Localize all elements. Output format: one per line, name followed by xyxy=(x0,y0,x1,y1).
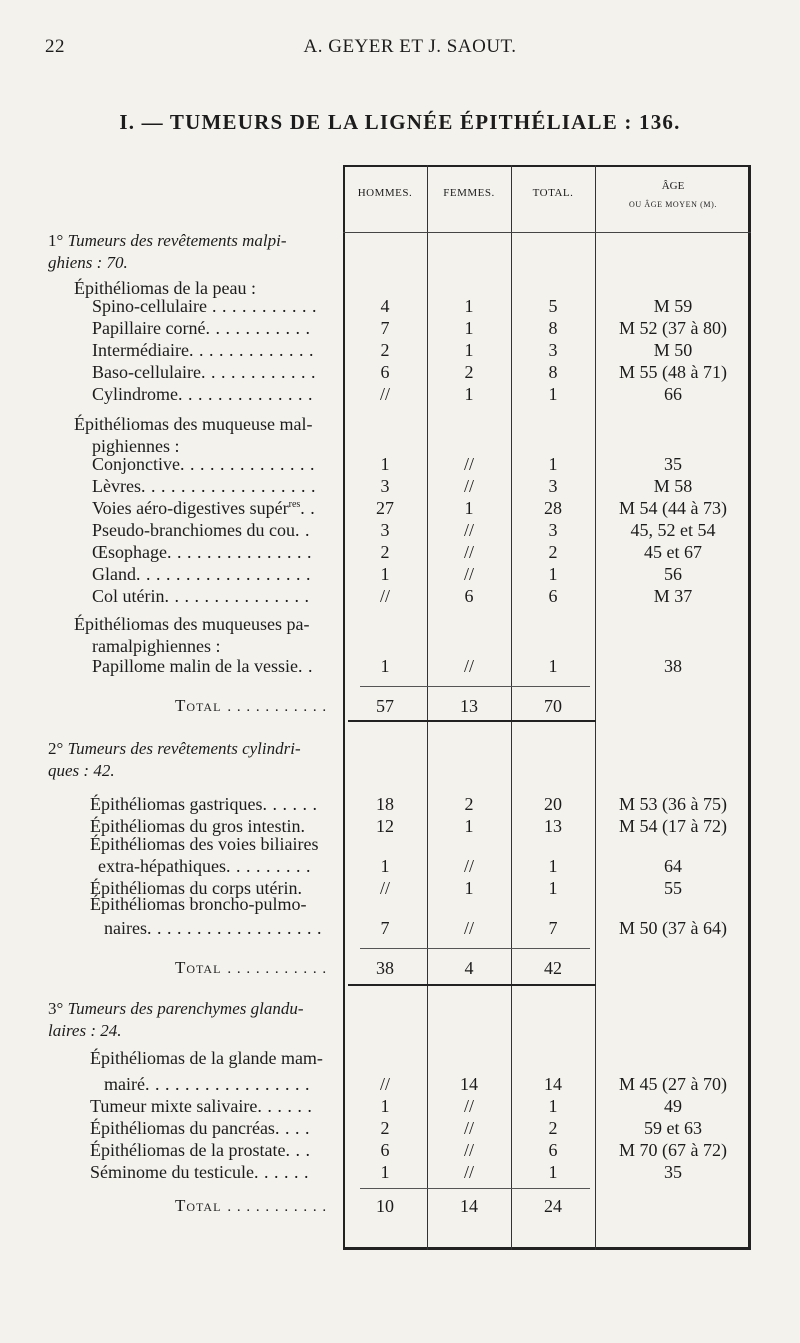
cell-age: 49 xyxy=(664,1096,682,1116)
cell-femmes: 1 xyxy=(464,296,474,316)
row-label xyxy=(104,1074,310,1095)
column-header-femmes: FEMMES. xyxy=(443,187,495,199)
group-number: 1° xyxy=(48,231,64,250)
row-label xyxy=(92,362,316,383)
cell-age: M 54 (17 à 72) xyxy=(619,816,727,836)
sum-rule xyxy=(360,686,590,687)
row-label-text: Tumeur mixte salivaire xyxy=(90,1096,258,1116)
cell-hommes: 1 xyxy=(380,1162,390,1182)
cell-age: 55 xyxy=(664,878,682,898)
row-label xyxy=(104,918,322,939)
leader-dots: . xyxy=(297,878,303,898)
sum-rule xyxy=(348,984,596,986)
row-label xyxy=(92,454,315,475)
row-label-text: Conjonctive xyxy=(92,454,180,474)
row-label-text: Gland xyxy=(92,564,136,584)
total-hommes: 38 xyxy=(376,958,394,978)
cell-total: 1 xyxy=(548,384,558,404)
subheading: Épithéliomas des muqueuses pa- xyxy=(74,614,310,634)
row-label xyxy=(92,318,310,339)
row-label-text: Séminome du testicule xyxy=(90,1162,254,1182)
sum-rule xyxy=(348,720,596,722)
cell-age: 59 et 63 xyxy=(644,1118,702,1138)
cell-total: 6 xyxy=(548,1140,558,1160)
cell-hommes: 3 xyxy=(380,476,390,496)
row-label: Épithéliomas des voies biliaires xyxy=(90,834,319,854)
row-label xyxy=(92,384,313,405)
cell-femmes: 1 xyxy=(464,318,474,338)
cell-age: 56 xyxy=(664,564,682,584)
leader-dots: . . . . . . . . . . . xyxy=(227,699,328,715)
row-label xyxy=(90,1162,309,1183)
subheading: pighiennes : xyxy=(92,436,180,456)
leader-dots: . . . . . . xyxy=(253,1162,309,1182)
cell-hommes: 2 xyxy=(380,542,390,562)
cell-femmes: // xyxy=(463,564,474,584)
cell-total: 13 xyxy=(544,816,562,836)
cell-age: M 50 (37 à 64) xyxy=(619,918,727,938)
cell-total: 7 xyxy=(548,918,558,938)
cell-femmes: // xyxy=(463,520,474,540)
cell-age: M 58 xyxy=(653,476,693,496)
cell-hommes: 1 xyxy=(380,1096,390,1116)
leader-dots: . . . . . . . . . . . . . . . . . . xyxy=(140,476,316,496)
total-label-text: Total xyxy=(175,696,222,715)
sum-rule xyxy=(360,1188,590,1189)
cell-hommes: 1 xyxy=(380,564,390,584)
total-total: 24 xyxy=(544,1196,562,1216)
cell-age: 64 xyxy=(664,856,682,876)
cell-hommes: 3 xyxy=(380,520,390,540)
row-label xyxy=(92,564,311,585)
leader-dots: . . . . xyxy=(274,1118,310,1138)
cell-femmes: // xyxy=(463,1118,474,1138)
cell-femmes: // xyxy=(463,476,474,496)
cell-hommes: // xyxy=(379,586,390,606)
leader-dots: . . . . . . xyxy=(262,794,318,814)
column-header-age-sub: OU ÂGE MOYEN (M). xyxy=(629,200,717,209)
cell-femmes: // xyxy=(463,1096,474,1116)
cell-age: M 52 (37 à 80) xyxy=(619,318,727,338)
leader-dots: . . . . . . . . . . . xyxy=(205,318,311,338)
leader-dots: . . . . . . . . . . . xyxy=(227,1199,328,1215)
row-label xyxy=(90,1096,312,1117)
leader-dots: . . . . . . xyxy=(257,1096,313,1116)
leader-dots: . xyxy=(300,816,306,836)
cell-age: 45, 52 et 54 xyxy=(630,520,716,540)
leader-dots: . . . . . . . . . . . . . . . xyxy=(167,542,312,562)
cell-age: M 55 (48 à 71) xyxy=(619,362,727,382)
cell-femmes: // xyxy=(463,656,474,676)
cell-hommes: 27 xyxy=(376,498,394,518)
row-label xyxy=(92,586,310,607)
column-header-age: ÂGE xyxy=(661,180,685,192)
cell-femmes: // xyxy=(463,542,474,562)
row-label-text: Œsophage xyxy=(92,542,167,562)
cell-femmes: 14 xyxy=(460,1074,478,1094)
cell-hommes: 1 xyxy=(380,656,390,676)
cell-hommes: 4 xyxy=(380,296,390,316)
leader-dots: . . . . . . . . . . . . . . . . . . xyxy=(136,564,311,584)
cell-age: 45 et 67 xyxy=(644,542,702,562)
leader-dots: . . xyxy=(300,498,316,518)
cell-hommes: // xyxy=(379,878,390,898)
cell-femmes: 2 xyxy=(464,362,474,382)
cell-age: M 70 (67 à 72) xyxy=(619,1140,727,1160)
cell-age: M 53 (36 à 75) xyxy=(619,794,727,814)
cell-age: 35 xyxy=(664,454,682,474)
total-femmes: 4 xyxy=(464,958,474,978)
leader-dots: . . . . . . . . . . . . . . . . . xyxy=(144,1074,310,1094)
cell-age: M 54 (44 à 73) xyxy=(619,498,727,518)
row-label xyxy=(90,1140,310,1161)
cell-age: 38 xyxy=(664,656,682,676)
cell-total: 20 xyxy=(544,794,562,814)
group-title: laires : 24. xyxy=(48,1021,122,1040)
row-label xyxy=(92,296,317,317)
leader-dots: . . . . . . . . . . . . . . . xyxy=(164,586,310,606)
group-number: 2° xyxy=(48,739,64,758)
cell-hommes: 6 xyxy=(380,362,390,382)
leader-dots: . . . . . . . . . . . . . . xyxy=(178,384,313,404)
total-total: 70 xyxy=(544,696,562,716)
leader-dots: . . . xyxy=(285,1140,311,1160)
cell-hommes: // xyxy=(379,384,390,404)
leader-dots: . . . . . . . . . . . . xyxy=(200,362,316,382)
row-label-text: Épithéliomas du gros intestin xyxy=(90,816,301,836)
group-title: Tumeurs des revêtements malpi- xyxy=(67,231,287,250)
total-label-text: Total xyxy=(175,958,222,977)
cell-age: M 37 xyxy=(653,586,693,606)
row-label-text: Lèvres xyxy=(92,476,141,496)
row-label-text: Cylindrome xyxy=(92,384,178,404)
total-femmes: 13 xyxy=(460,696,478,716)
cell-femmes: 1 xyxy=(464,498,474,518)
cell-age: 35 xyxy=(664,1162,682,1182)
section-title: I. — TUMEURS DE LA LIGNÉE ÉPITHÉLIALE : 136. xyxy=(119,110,681,134)
cell-total: 1 xyxy=(548,856,558,876)
cell-femmes: 1 xyxy=(464,816,474,836)
leader-dots: . . xyxy=(294,520,310,540)
total-label-text: Total xyxy=(175,1196,222,1215)
leader-dots: . . . . . . . . . xyxy=(225,856,311,876)
row-label xyxy=(92,656,313,677)
cell-femmes: // xyxy=(463,454,474,474)
row-label xyxy=(92,498,315,519)
cell-age: M 50 xyxy=(653,340,693,360)
leader-dots: . . . . . . . . . . . xyxy=(206,296,317,316)
cell-femmes: 1 xyxy=(464,340,474,360)
cell-total: 1 xyxy=(548,1096,558,1116)
subheading: Épithéliomas des muqueuse mal- xyxy=(74,414,313,434)
row-label-text: Papillaire corné xyxy=(92,318,206,338)
total-hommes: 10 xyxy=(376,1196,394,1216)
row-label-text: Épithéliomas du corps utérin xyxy=(90,878,298,898)
row-label xyxy=(90,1118,310,1139)
row-label-text: Épithéliomas de la prostate xyxy=(90,1140,286,1160)
cell-total: 8 xyxy=(548,318,558,338)
cell-femmes: // xyxy=(463,918,474,938)
row-label-text: mairé xyxy=(104,1074,145,1094)
cell-total: 3 xyxy=(548,476,558,496)
row-label-text: Voies aéro-digestives supér$^{res}$ xyxy=(92,498,301,518)
page-number: 22 xyxy=(45,36,65,57)
total-label xyxy=(175,696,327,716)
row-label-text: Baso-cellulaire xyxy=(92,362,201,382)
cell-femmes: // xyxy=(463,856,474,876)
cell-femmes: // xyxy=(463,1140,474,1160)
row-label xyxy=(92,476,316,497)
row-label-text: Papillome malin de la vessie xyxy=(92,656,298,676)
total-hommes: 57 xyxy=(376,696,394,716)
cell-age: M 45 (27 à 70) xyxy=(619,1074,727,1094)
cell-total: 2 xyxy=(548,1118,558,1138)
group-title: Tumeurs des revêtements cylindri- xyxy=(67,739,301,758)
row-label-text: Col utérin xyxy=(92,586,165,606)
row-label-text: Spino-cellulaire xyxy=(92,296,207,316)
cell-hommes: 6 xyxy=(380,1140,390,1160)
cell-total: 2 xyxy=(548,542,558,562)
group-heading xyxy=(48,230,286,274)
cell-total: 14 xyxy=(544,1074,562,1094)
cell-total: 3 xyxy=(548,340,558,360)
row-label: Épithéliomas broncho-pulmo- xyxy=(90,894,307,914)
row-label xyxy=(98,856,311,877)
cell-femmes: // xyxy=(463,1162,474,1182)
leader-dots: . . . . . . . . . . . . . . . . . . xyxy=(146,918,322,938)
cell-total: 5 xyxy=(548,296,558,316)
row-label xyxy=(92,520,310,541)
cell-total: 1 xyxy=(548,878,558,898)
group-title: Tumeurs des parenchymes glandu- xyxy=(67,999,304,1018)
cell-hommes: 1 xyxy=(380,454,390,474)
total-label xyxy=(175,1196,327,1216)
group-number: 3° xyxy=(48,999,64,1018)
row-label: Épithéliomas de la glande mam- xyxy=(90,1048,323,1068)
cell-total: 3 xyxy=(548,520,558,540)
cell-total: 8 xyxy=(548,362,558,382)
group-heading xyxy=(48,738,301,782)
total-femmes: 14 xyxy=(460,1196,478,1216)
subheading: Épithéliomas de la peau : xyxy=(74,278,256,298)
cell-hommes: 7 xyxy=(380,918,390,938)
leader-dots: . . . . . . . . . . . . . xyxy=(188,340,314,360)
superscript: res xyxy=(288,499,301,510)
group-title: ques : 42. xyxy=(48,761,115,780)
cell-total: 6 xyxy=(548,586,558,606)
cell-hommes: 1 xyxy=(380,856,390,876)
row-label-text: Épithéliomas gastriques xyxy=(90,794,263,814)
total-label xyxy=(175,958,327,978)
cell-total: 1 xyxy=(548,656,558,676)
sum-rule xyxy=(360,948,590,949)
cell-hommes: 18 xyxy=(376,794,394,814)
cell-total: 28 xyxy=(544,498,562,518)
cell-total: 1 xyxy=(548,454,558,474)
cell-age: 66 xyxy=(664,384,682,404)
leader-dots: . . xyxy=(297,656,313,676)
row-label-text: naires xyxy=(104,918,147,938)
cell-total: 1 xyxy=(548,564,558,584)
subheading: ramalpighiennes : xyxy=(92,636,221,656)
row-label-text: extra-hépathiques xyxy=(98,856,226,876)
cell-hommes: 2 xyxy=(380,340,390,360)
row-label xyxy=(90,794,317,815)
cell-hommes: 2 xyxy=(380,1118,390,1138)
leader-dots: . . . . . . . . . . . . . . xyxy=(180,454,315,474)
row-label-text: Pseudo-branchiomes du cou xyxy=(92,520,295,540)
row-label xyxy=(92,542,312,563)
header-rule xyxy=(343,232,751,233)
cell-femmes: 1 xyxy=(464,384,474,404)
row-label xyxy=(92,340,314,361)
cell-femmes: 6 xyxy=(464,586,474,606)
cell-total: 1 xyxy=(548,1162,558,1182)
running-head: A. GEYER ET J. SAOUT. xyxy=(303,36,517,57)
cell-hommes: 12 xyxy=(376,816,394,836)
cell-femmes: 1 xyxy=(464,878,474,898)
column-header-total: TOTAL. xyxy=(532,187,574,199)
leader-dots: . . . . . . . . . . . xyxy=(227,961,328,977)
row-label-text: Intermédiaire xyxy=(92,340,189,360)
group-title: ghiens : 70. xyxy=(48,253,128,272)
total-total: 42 xyxy=(544,958,562,978)
row-label-text: Épithéliomas du pancréas xyxy=(90,1118,275,1138)
cell-hommes: 7 xyxy=(380,318,390,338)
cell-femmes: 2 xyxy=(464,794,474,814)
cell-hommes: // xyxy=(379,1074,390,1094)
group-heading xyxy=(48,998,304,1042)
cell-age: M 59 xyxy=(653,296,693,316)
column-header-hommes: HOMMES. xyxy=(357,187,413,199)
